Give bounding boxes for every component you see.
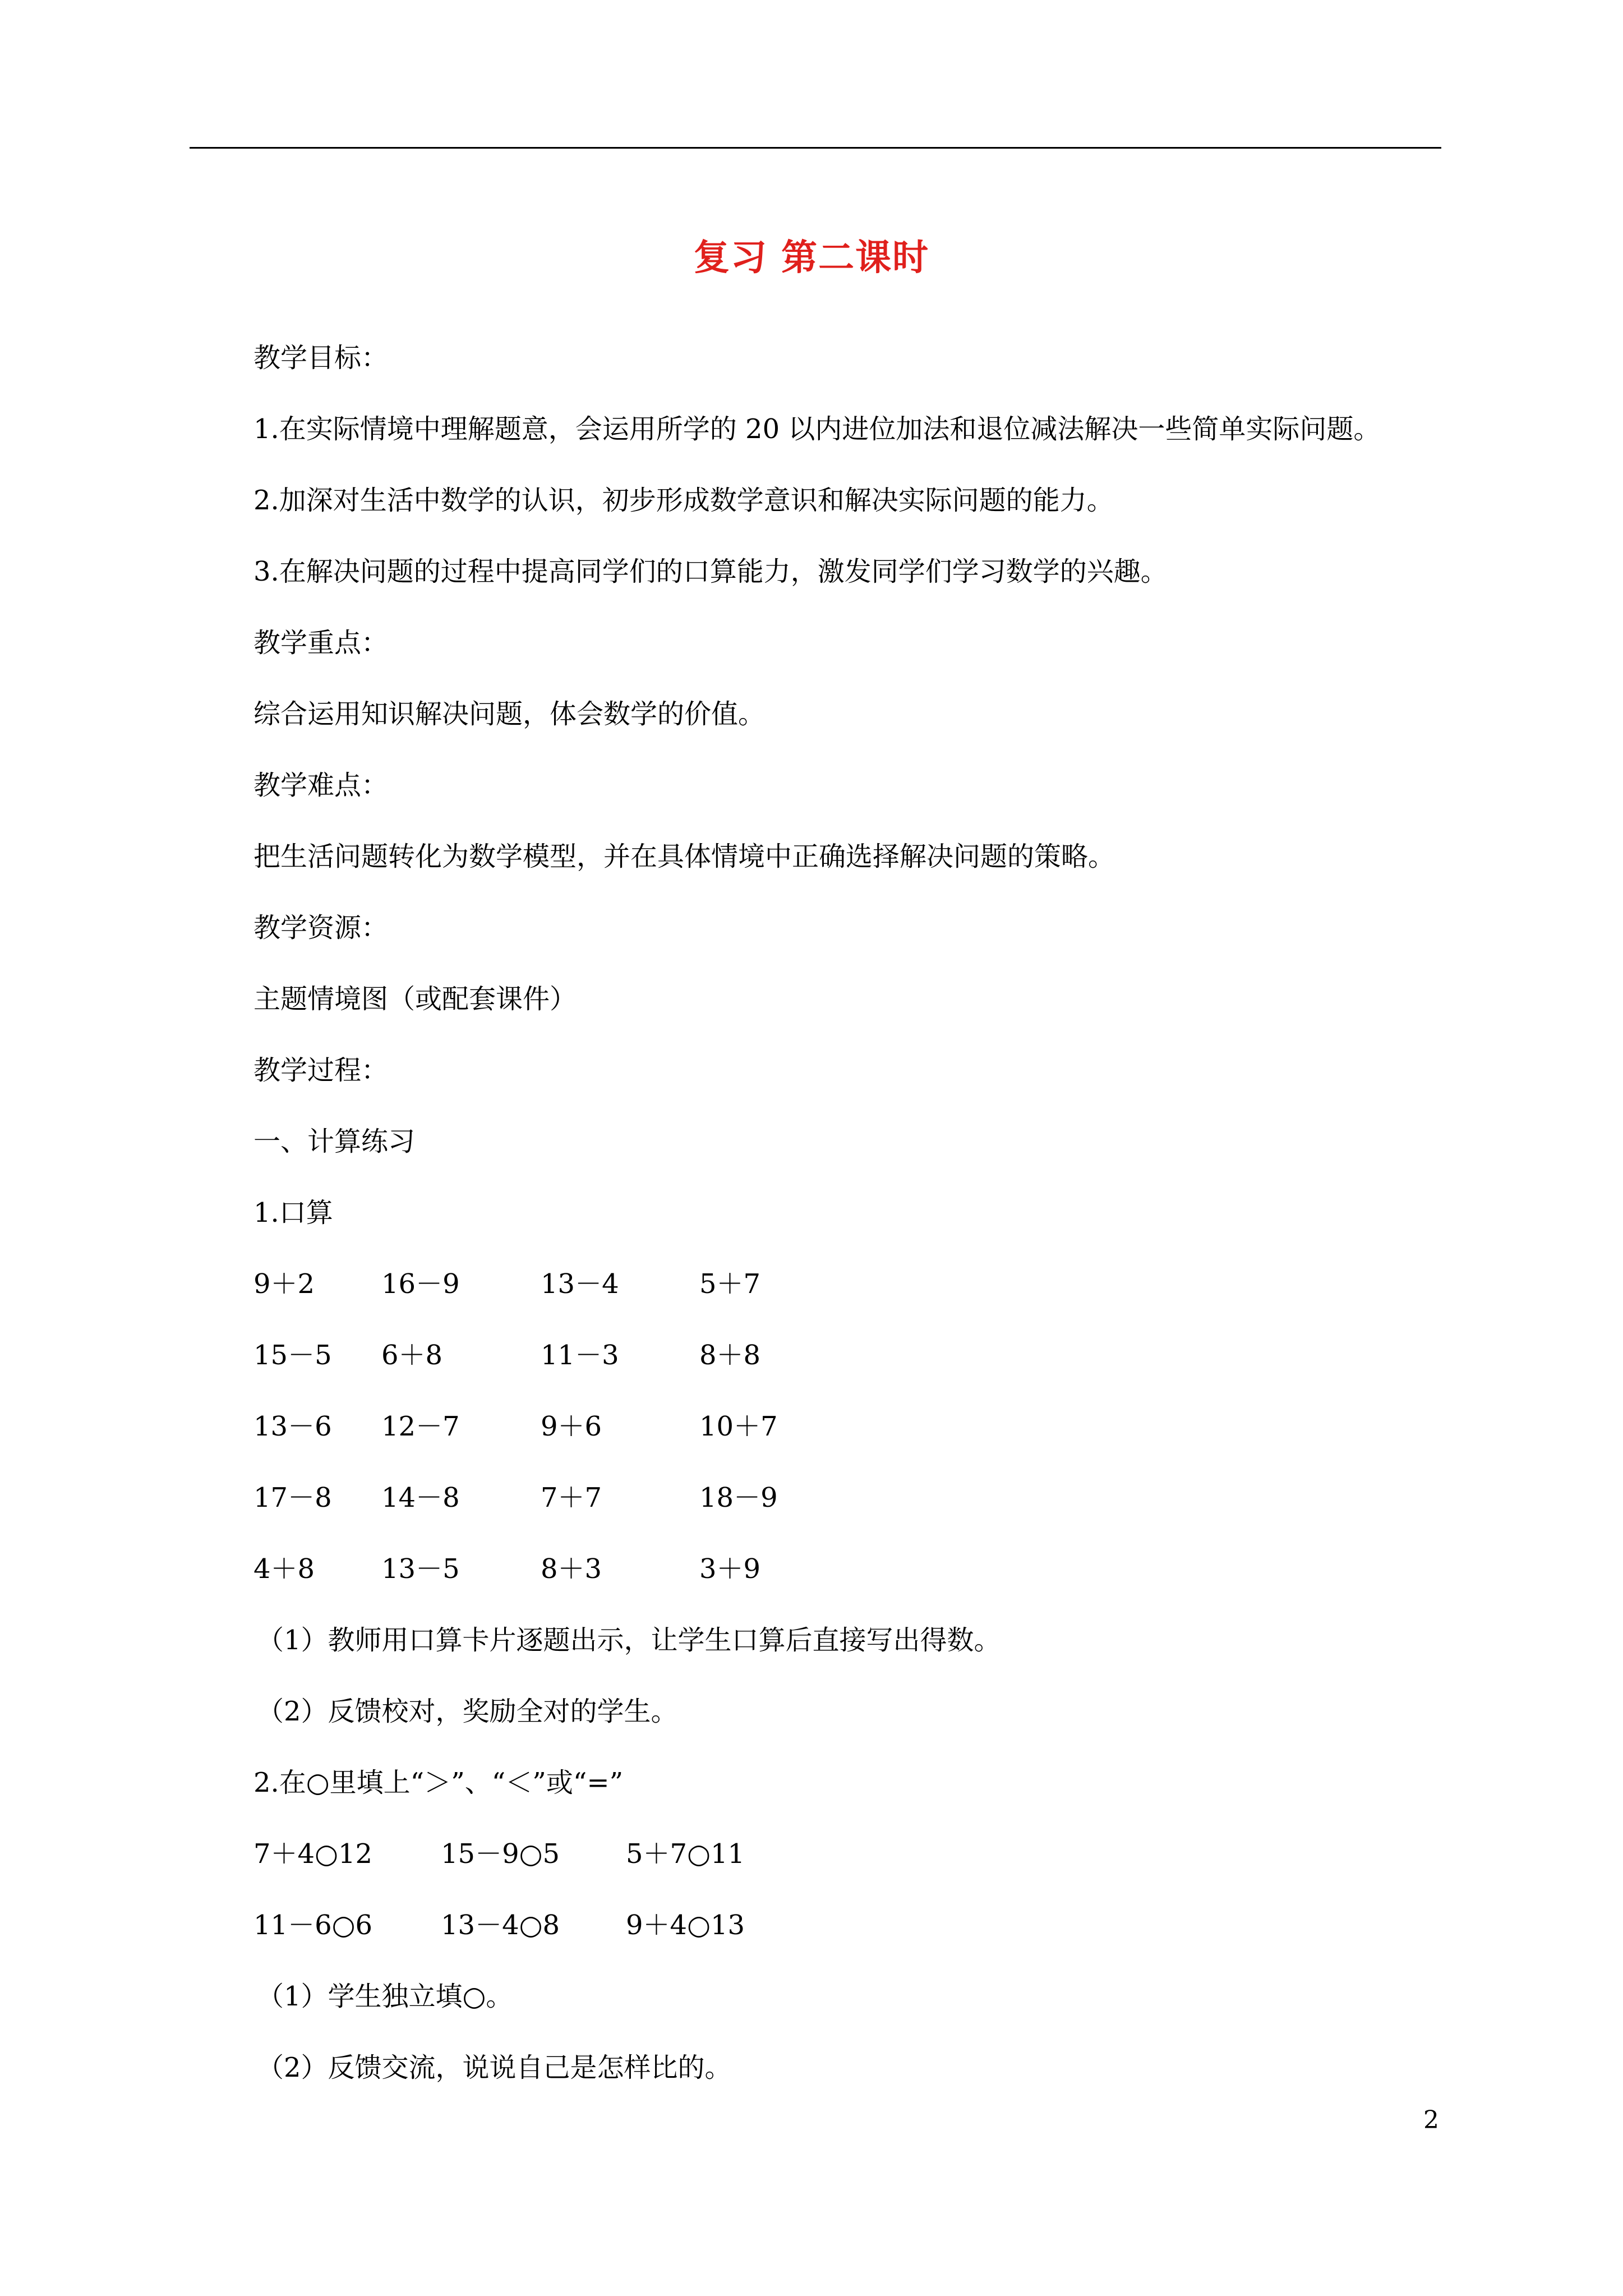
oral-step-1: （1）教师用口算卡片逐题出示，让学生口算后直接写出得数。 (257, 1625, 1001, 1656)
resources-heading: 教学资源： (253, 912, 389, 944)
oral-item: 12－7 (381, 1411, 460, 1442)
compare-item: 7＋4○12 (253, 1838, 373, 1870)
page-title: 复习 第二课时 (693, 237, 930, 279)
compare-heading: 2.在○里填上“＞”、“＜”或“=” (253, 1767, 624, 1798)
compare-item: 5＋7○11 (626, 1838, 745, 1870)
oral-item: 18－9 (699, 1482, 778, 1513)
compare-item: 13－4○8 (441, 1910, 560, 1941)
compare-item: 15－9○5 (441, 1838, 560, 1870)
oral-item: 13－6 (253, 1411, 332, 1442)
oral-item: 17－8 (253, 1482, 332, 1513)
oral-step-2: （2）反馈校对，奖励全对的学生。 (257, 1696, 678, 1727)
section1-heading: 一、计算练习 (253, 1126, 416, 1157)
oral-item: 13－5 (381, 1553, 460, 1585)
key-heading: 教学重点： (253, 627, 389, 659)
oral-item: 13－4 (541, 1268, 619, 1300)
oral-item: 10＋7 (699, 1411, 778, 1442)
compare-step-1: （1）学生独立填○。 (257, 1981, 513, 2012)
page-number: 2 (1423, 2106, 1439, 2134)
oral-item: 6＋8 (381, 1340, 443, 1371)
difficulty-heading: 教学难点： (253, 770, 389, 801)
process-heading: 教学过程： (253, 1055, 389, 1086)
goals-heading: 教学目标： (253, 342, 389, 374)
oral-item: 14－8 (381, 1482, 460, 1513)
oral-item: 9＋2 (253, 1268, 315, 1300)
oral-heading: 1.口算 (253, 1197, 333, 1228)
compare-step-2: （2）反馈交流，说说自己是怎样比的。 (257, 2052, 732, 2083)
header-rule (190, 147, 1441, 149)
oral-item: 15－5 (253, 1340, 332, 1371)
compare-item: 9＋4○13 (626, 1910, 745, 1941)
oral-item: 7＋7 (541, 1482, 602, 1513)
oral-item: 3＋9 (699, 1553, 761, 1585)
compare-item: 11－6○6 (253, 1910, 373, 1941)
oral-item: 8＋3 (541, 1553, 602, 1585)
goal-item-1: 1.在实际情境中理解题意，会运用所学的 20 以内进位加法和退位减法解决一些简单实际问题。 (253, 413, 1381, 445)
key-text: 综合运用知识解决问题，体会数学的价值。 (253, 698, 766, 730)
resources-text: 主题情境图（或配套课件） (253, 983, 577, 1015)
goal-item-2: 2.加深对生活中数学的认识，初步形成数学意识和解决实际问题的能力。 (253, 485, 1114, 516)
oral-item: 9＋6 (541, 1411, 602, 1442)
goal-item-3: 3.在解决问题的过程中提高同学们的口算能力，激发同学们学习数学的兴趣。 (253, 556, 1168, 587)
difficulty-text: 把生活问题转化为数学模型，并在具体情境中正确选择解决问题的策略。 (253, 841, 1115, 872)
oral-item: 4＋8 (253, 1553, 315, 1585)
oral-item: 11－3 (541, 1340, 619, 1371)
oral-item: 8＋8 (699, 1340, 761, 1371)
oral-item: 5＋7 (699, 1268, 761, 1300)
oral-item: 16－9 (381, 1268, 460, 1300)
